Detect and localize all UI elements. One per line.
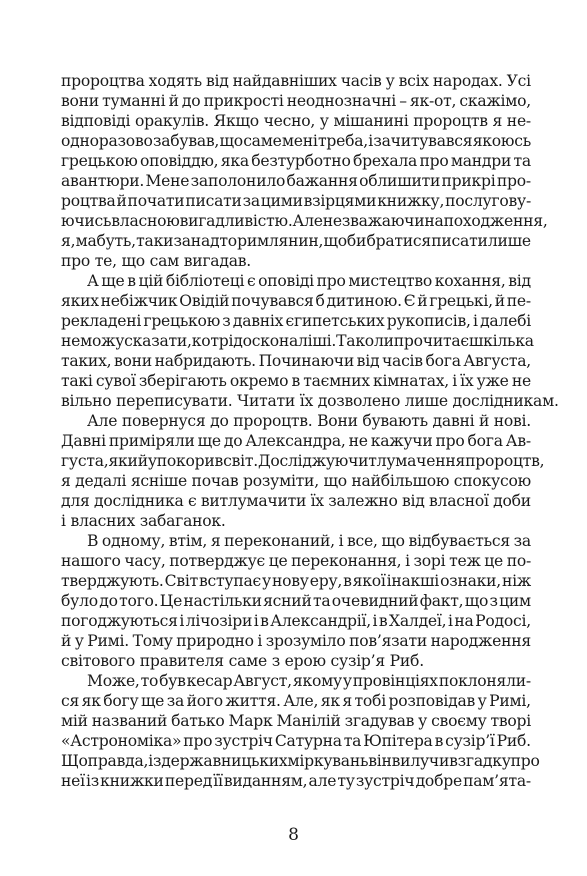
line-text: про те, що сам вигадав. (61, 252, 251, 270)
text-line: ючись власною вигадливістю. Але незважаючи на походження, (61, 212, 548, 230)
text-line: одноразово забував, що саме мені треба, і зачитувався якоюсь (61, 132, 531, 150)
paragraph (61, 71, 548, 271)
text-line: я дедалі ясніше почав розуміти, що найбільшою спокусою (61, 472, 531, 490)
text-line: «Астрономіка» про зустріч Сатурна та Юпітера в сузір’ї Риб. (61, 732, 531, 750)
text-line (61, 651, 531, 671)
paragraph (61, 411, 545, 531)
text-line: ся як богу ще за його життя. Але, як я тобі розповідав у Римі, (61, 692, 531, 710)
text-line: мій названий батько Марк Манілій згадував у своєму творі (61, 712, 531, 730)
text-line (61, 391, 559, 411)
text-line: В одному, втім, я переконаний, і все, що відбувається за (87, 532, 531, 550)
text-line: погоджуються і лічозіри і в Александрії, і в Халдеї, і на Родосі, (61, 612, 531, 630)
text-line: такі сувої зберігають окремо в таємних кімнатах, і їх уже не (61, 372, 531, 390)
text-line: роцтва й почати писати за цими взірцями книжку, послугову- (61, 192, 531, 210)
text-line: тверджують. Світ вступає у нову еру, в якої інакші ознаки, ніж (61, 572, 531, 590)
paragraph (61, 671, 540, 791)
text-line: було до того. Це настільки ясний та очевидний факт, що з цим (61, 592, 531, 610)
text-line: я, мабуть, таки занадто римлянин, щоби братися писати лише (61, 232, 531, 250)
page-number: 8 (288, 825, 299, 845)
text-line: густа, який упокорив світ. Досліджуючи тлумачення пророцтв, (61, 452, 545, 470)
text-line: таких, вони набридають. Починаючи від часів бога Августа, (61, 352, 531, 370)
text-line: Давні приміряли ще до Александра, не кажучи про бога Ав- (61, 432, 531, 450)
text-line: яких небіжчик Овідій почувався б дитиною. Є й грецькі, й пе- (61, 292, 531, 310)
text-line: А ще в цій бібліотеці є оповіді про мистецтво кохання, від (87, 272, 531, 290)
text-line: не можу сказати, котрі досконаліші. Та коли прочитаєш кілька (61, 332, 534, 350)
text-line: неї із книжки перед її виданням, але ту зустріч добре пам’ята- (61, 772, 531, 790)
line-text: і власних забаганок. (61, 512, 226, 530)
text-line: й у Римі. Тому природно і зрозуміло пов’язати народження (61, 632, 531, 650)
text-line: відповіді оракулів. Якщо чесно, у мішанині пророцтв я не- (61, 112, 531, 130)
text-line: Може, то був кесар Август, якому у провінціях поклоняли- (87, 672, 531, 690)
line-text: світового правителя саме з ерою сузір’я Риб. (61, 652, 424, 670)
text-line: грецькою оповіддю, яка безтурботно брехала про мандри та (61, 152, 531, 170)
text-line: Щоправда, із державницьких міркувань він вилучив згадку про (61, 752, 540, 770)
text-line: авантюри. Мене заполонило бажання облишити прикрі про- (61, 172, 531, 190)
text-line: пророцтва ходять від найдавніших часів у всіх народах. Усі (61, 72, 531, 90)
text-line: для дослідника є витлумачити їх залежно від власної доби (61, 492, 531, 510)
text-line (61, 511, 531, 531)
paragraph (61, 531, 531, 671)
text-line: вони туманні й до прикрості неоднозначні – як-от, скажімо, (61, 92, 531, 110)
text-line: рекладені грецькою з давніх єгипетських рукописів, і далебі (61, 312, 531, 330)
text-line (61, 251, 531, 271)
line-text: вільно переписувати. Читати їх дозволено лише дослідникам. (61, 392, 559, 410)
paragraph (61, 271, 559, 411)
text-line: Але повернуся до пророцтв. Вони бувають давні й нові. (87, 412, 531, 430)
body-text (61, 71, 559, 791)
text-line: нашого часу, потверджує це переконання, і зорі теж це по- (61, 552, 531, 570)
